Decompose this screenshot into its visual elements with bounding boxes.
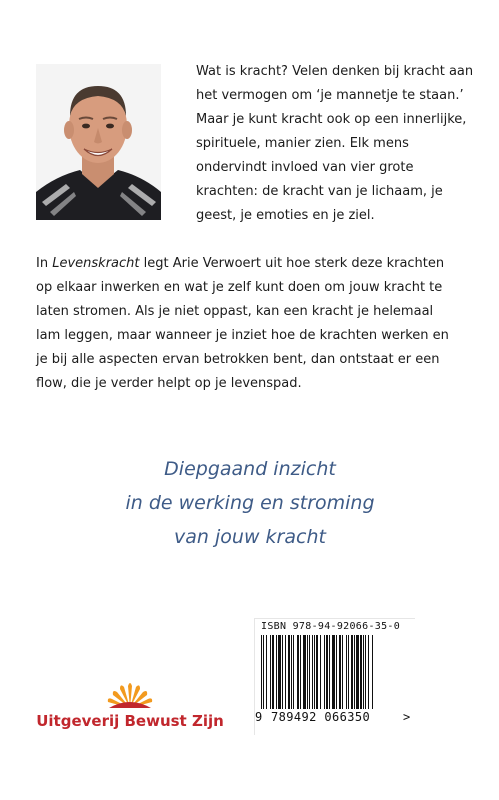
barcode-bar (261, 635, 262, 709)
barcode-bar (314, 635, 315, 709)
barcode-bar (329, 635, 330, 709)
description-text: legt Arie Verwoert uit hoe sterk deze krachten op elkaar inwerken en wat je zelf kunt doen om jouw kracht te laten stromen. Als je niet oppast, kan een kracht je helemaal lam leggen, maar wanneer je inziet hoe de krachten werken en je bij alle aspecten ervan betrokken bent, dan ontstaat er een flow, die je verder helpt op je levenspad. (36, 256, 449, 391)
barcode-bar (266, 635, 267, 709)
barcode-bar (336, 635, 337, 709)
barcode-bar (288, 635, 290, 709)
barcode (254, 618, 415, 735)
sunrise-logo-icon (103, 676, 157, 710)
barcode-bar (263, 635, 264, 709)
barcode-bar (278, 635, 281, 709)
barcode-bar (372, 635, 373, 709)
barcode-bar (332, 635, 335, 709)
tagline-line-3: van jouw kracht (174, 526, 326, 548)
barcode-bar (360, 635, 362, 709)
barcode-arrow: > (403, 710, 411, 724)
barcode-bar (272, 635, 274, 709)
publisher-name: Uitgeverij Bewust Zijn (36, 712, 224, 730)
barcode-bar (293, 635, 294, 709)
barcode-bar (356, 635, 359, 709)
barcode-bar (354, 635, 355, 709)
barcode-bar (297, 635, 299, 709)
isbn-label: ISBN 978-94-92066-35-0 (261, 621, 401, 632)
barcode-bar (342, 635, 343, 709)
publisher-logo (30, 676, 230, 736)
barcode-bar (348, 635, 349, 709)
author-portrait-image (36, 64, 161, 220)
barcode-bar (365, 635, 366, 709)
barcode-lead-digit: 9 (255, 710, 263, 724)
barcode-bar (307, 635, 308, 709)
tagline-line-2: in de werking en stroming (125, 492, 375, 514)
barcode-bar (368, 635, 369, 709)
barcode-bar (320, 635, 321, 709)
barcode-bar (339, 635, 341, 709)
barcode-bar (363, 635, 364, 709)
book-title: Levenskracht (52, 256, 140, 271)
barcode-bar (316, 635, 318, 709)
barcode-bar (282, 635, 283, 709)
barcode-bar (270, 635, 271, 709)
barcode-bar (291, 635, 292, 709)
intro-paragraph: Wat is kracht? Velen denken bij kracht aan het vermogen om ‘je mannetje te staan.’ Maar je kunt kracht ook op een innerlijke, spirituele, manier zien. Elk mens ondervindt invloed van vier grote krachten: de kracht van je lichaam, je geest, je emoties en je ziel. (196, 64, 474, 223)
barcode-bar (285, 635, 286, 709)
description-paragraph (36, 252, 456, 396)
barcode-bars (261, 635, 409, 711)
barcode-bar (309, 635, 310, 709)
barcode-bar (300, 635, 301, 709)
barcode-bar (326, 635, 328, 709)
tagline (40, 452, 460, 554)
barcode-bar (351, 635, 353, 709)
author-photo (36, 64, 161, 220)
description-prefix: In (36, 256, 53, 271)
barcode-bar (276, 635, 277, 709)
barcode-bar (346, 635, 347, 709)
barcode-main-digits: 789492 066350 (271, 710, 371, 724)
barcode-bar (312, 635, 313, 709)
tagline-line-1: Diepgaand inzicht (164, 458, 336, 480)
barcode-bar (324, 635, 325, 709)
barcode-bar (303, 635, 306, 709)
